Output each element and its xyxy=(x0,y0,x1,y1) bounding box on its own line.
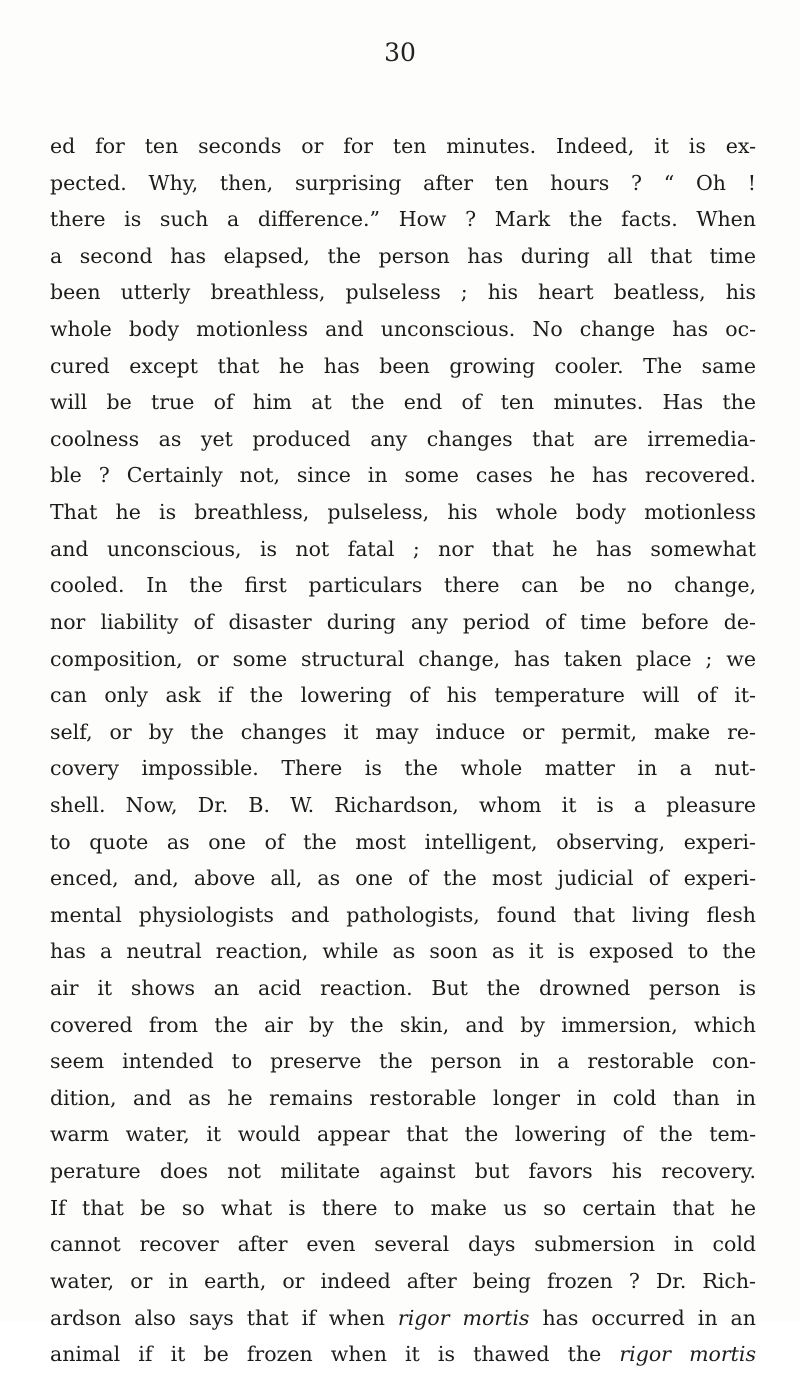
text-line: whole body motionless and unconscious. No change has oc- xyxy=(50,317,756,342)
text-line: nor liability of disaster during any period of time before de- xyxy=(50,609,756,634)
text-segment: animal if it be frozen when it is thawed the xyxy=(50,1342,620,1367)
text-line: to quote as one of the most intelligent, observing, experi- xyxy=(50,829,756,854)
text-line: can only ask if the lowering of his temperature will of it- xyxy=(50,683,756,708)
text-line: covery impossible. There is the whole matter in a nut- xyxy=(50,756,756,781)
text-line: coolness as yet produced any changes that are irremedia- xyxy=(50,426,756,451)
text-segment: ardson also says that if when xyxy=(50,1305,398,1330)
text-line: a second has elapsed, the person has during all that time xyxy=(50,243,756,268)
text-line: has a neutral reaction, while as soon as it is exposed to the xyxy=(50,939,756,964)
text-line: ble ? Certainly not, since in some cases he has recovered. xyxy=(50,463,756,488)
text-line: mental physiologists and pathologists, found that living flesh xyxy=(50,902,756,927)
text-line: cannot recover after even several days submersion in cold xyxy=(50,1232,756,1257)
text-line: enced, and, above all, as one of the most judicial of experi- xyxy=(50,866,756,891)
text-line: warm water, it would appear that the lowering of the tem- xyxy=(50,1122,756,1147)
text-line: will be true of him at the end of ten minutes. Has the xyxy=(50,390,756,415)
text-line: cooled. In the first particulars there can be no change, xyxy=(50,573,756,598)
body-text xyxy=(50,128,756,1373)
text-line: seem intended to preserve the person in a restorable con- xyxy=(50,1049,756,1074)
text-line-with-italic xyxy=(50,1336,756,1373)
text-line: been utterly breathless, pulseless ; his heart beatless, his xyxy=(50,280,756,305)
text-line: shell. Now, Dr. B. W. Richardson, whom it is a pleasure xyxy=(50,792,756,817)
text-line: composition, or some structural change, has taken place ; we xyxy=(50,646,756,671)
text-line: pected. Why, then, surprising after ten hours ? “ Oh ! xyxy=(50,170,756,195)
text-line: ed for ten seconds or for ten minutes. Indeed, it is ex- xyxy=(50,134,756,158)
text-line: dition, and as he remains restorable longer in cold than in xyxy=(50,1085,756,1110)
text-line: there is such a difference.” How ? Mark the facts. When xyxy=(50,207,756,232)
text-line: self, or by the changes it may induce or permit, make re- xyxy=(50,719,756,744)
text-line: If that be so what is there to make us so certain that he xyxy=(50,1195,756,1220)
text-line: covered from the air by the skin, and by immersion, which xyxy=(50,1012,756,1037)
page-number: 30 xyxy=(384,38,416,67)
text-line: and unconscious, is not fatal ; nor that he has somewhat xyxy=(50,536,756,561)
text-line: cured except that he has been growing cooler. The same xyxy=(50,353,756,378)
italic-term: rigor mortis xyxy=(619,1342,756,1367)
text-line: air it shows an acid reaction. But the drowned person is xyxy=(50,976,756,1001)
text-segment: has occurred in an xyxy=(529,1305,756,1330)
text-line: That he is breathless, pulseless, his whole body motionless xyxy=(50,500,756,525)
text-line-with-italic xyxy=(50,1300,756,1337)
text-line: water, or in earth, or indeed after being frozen ? Dr. Rich- xyxy=(50,1268,756,1293)
italic-term: rigor mortis xyxy=(397,1305,530,1330)
text-line: perature does not militate against but favors his recovery. xyxy=(50,1159,756,1184)
